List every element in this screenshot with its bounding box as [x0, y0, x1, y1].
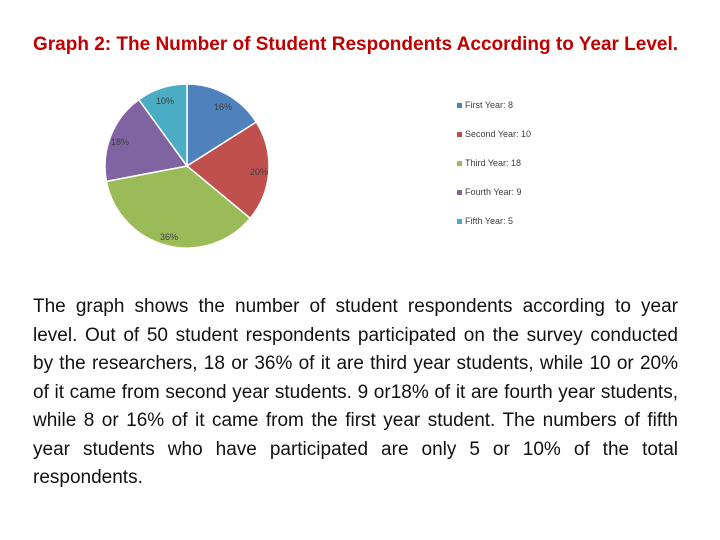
- pie-slices: [105, 84, 269, 248]
- legend-label-fourth-year: Fourth Year: 9: [465, 187, 522, 197]
- legend: [457, 100, 531, 226]
- slice-label-third-year: 36%: [159, 232, 179, 242]
- slice-label-fourth-year: 18%: [110, 137, 130, 147]
- graph-title: Graph 2: The Number of Student Respondents According to Year Level.: [33, 34, 679, 55]
- legend-swatch-fifth-year: [457, 219, 462, 224]
- slice-label-first-year: 16%: [213, 102, 233, 112]
- slice-label-fifth-year: 10%: [155, 96, 175, 106]
- legend-swatch-third-year: [457, 161, 462, 166]
- legend-label-fifth-year: Fifth Year: 5: [465, 216, 514, 226]
- legend-label-first-year: First Year: 8: [465, 100, 514, 110]
- legend-swatch-fourth-year: [457, 190, 462, 195]
- slice-label-second-year: 20%: [249, 167, 269, 177]
- legend-swatch-second-year: [457, 132, 462, 137]
- legend-swatch-first-year: [457, 103, 462, 108]
- legend-label-third-year: Third Year: 18: [465, 158, 522, 168]
- legend-label-second-year: Second Year: 10: [465, 129, 532, 139]
- description-paragraph: The graph shows the number of student respondents according to year level. Out of 50 student respondents participated on the survey conducted by the researchers, 18 or 36% of it are third year students, while 10 or 20% of it came from second year students. 9 or18% of it are fourth year students, while 8 or 16% of it came from the first year student. The numbers of fifth year students who have participated are only 5 or 10% of the total respondents.: [33, 296, 678, 488]
